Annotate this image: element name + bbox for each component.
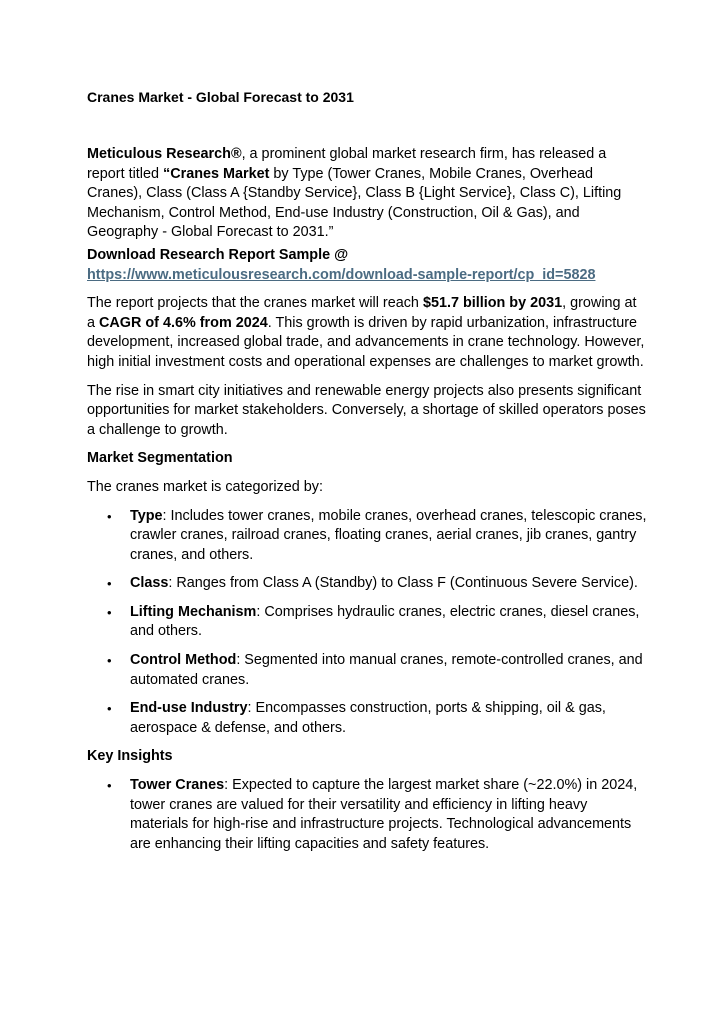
list-item — [87, 603, 647, 642]
segment-label: Type — [130, 507, 163, 524]
bullet-icon: • — [107, 778, 112, 794]
segment-text: : Segmented into manual cranes, remote-controlled cranes, and automated cranes. — [130, 652, 643, 688]
list-item — [87, 651, 647, 690]
intro-paragraph — [87, 145, 647, 243]
insight-label: Tower Cranes — [130, 777, 225, 794]
company-name: Meticulous Research® — [87, 146, 242, 162]
segmentation-list — [87, 507, 647, 739]
bullet-icon: • — [107, 508, 112, 524]
segment-text: : Encompasses construction, ports & shipping, oil & gas, aerospace & defense, and others. — [130, 700, 606, 736]
segment-text: : Comprises hydraulic cranes, electric cranes, diesel cranes, and others. — [130, 603, 640, 640]
projection-text-1: The report projects that the cranes market will reach — [87, 295, 423, 312]
download-sample-link[interactable]: https://www.meticulousresearch.com/download-sample-report/cp_id=5828 — [87, 266, 596, 283]
insights-list — [87, 776, 647, 854]
projection-cagr: CAGR of 4.6% from 2024 — [99, 314, 268, 331]
bullet-icon: • — [107, 576, 112, 592]
intro-text-2: by Type (Tower Cranes, Mobile Cranes, Overhead Cranes), Class (Class A {Standby Service}, Class B {Light Service}, Class C), Lifting Mechanism, Control Method, End-use Industry (Construction, Oil & Gas), and Geography - Global Forecast to 2031.” — [87, 165, 622, 241]
segment-label: End-use Industry — [130, 700, 248, 717]
segmentation-heading: Market Segmentation — [87, 450, 233, 467]
projection-value: $51.7 billion by 2031 — [422, 295, 563, 312]
bullet-icon: • — [107, 604, 112, 620]
intro-text-1: , a prominent global market research firm, has released a report titled — [87, 146, 607, 182]
opportunities-paragraph: The rise in smart city initiatives and renewable energy projects also presents significant opportunities for market stakeholders. Conversely, a shortage of skilled operators poses a challenge to growth. — [87, 382, 646, 438]
segment-text: : Includes tower cranes, mobile cranes, overhead cranes, telescopic cranes, crawler cranes, railroad cranes, floating cranes, aerial cranes, jib cranes, gantry cranes, and others. — [130, 507, 647, 563]
insight-text: : Expected to capture the largest market share (~22.0%) in 2024, tower cranes are valued for their versatility and efficiency in lifting heavy materials for high-rise and infrastructure projects. Technological advancements are enhancing their lifting capacities and safety features. — [130, 777, 638, 852]
projection-text-2: , growing at a — [87, 295, 637, 331]
download-heading: Download Research Report Sample @ — [87, 246, 349, 263]
document-title: Cranes Market - Global Forecast to 2031 — [87, 89, 354, 105]
document-body — [87, 145, 647, 863]
projection-text-3: . This growth is driven by rapid urbanization, infrastructure development, increased global trade, and advancements in crane technology. However, high initial investment costs and operational expenses are challenges to market growth. — [87, 314, 645, 370]
bullet-icon: • — [107, 653, 112, 669]
segment-label: Control Method — [130, 652, 237, 669]
list-item — [87, 507, 647, 566]
insights-heading: Key Insights — [87, 748, 173, 765]
list-item — [87, 574, 647, 594]
segment-label: Lifting Mechanism — [130, 603, 257, 620]
segment-text: : Ranges from Class A (Standby) to Class F (Continuous Severe Service). — [168, 575, 638, 592]
bullet-icon: • — [107, 701, 112, 717]
projection-paragraph — [87, 294, 647, 372]
list-item — [87, 776, 647, 854]
segment-label: Class — [130, 575, 169, 592]
list-item — [87, 699, 647, 738]
segmentation-lead: The cranes market is categorized by: — [87, 478, 323, 495]
report-name: “Cranes Market — [163, 165, 270, 182]
